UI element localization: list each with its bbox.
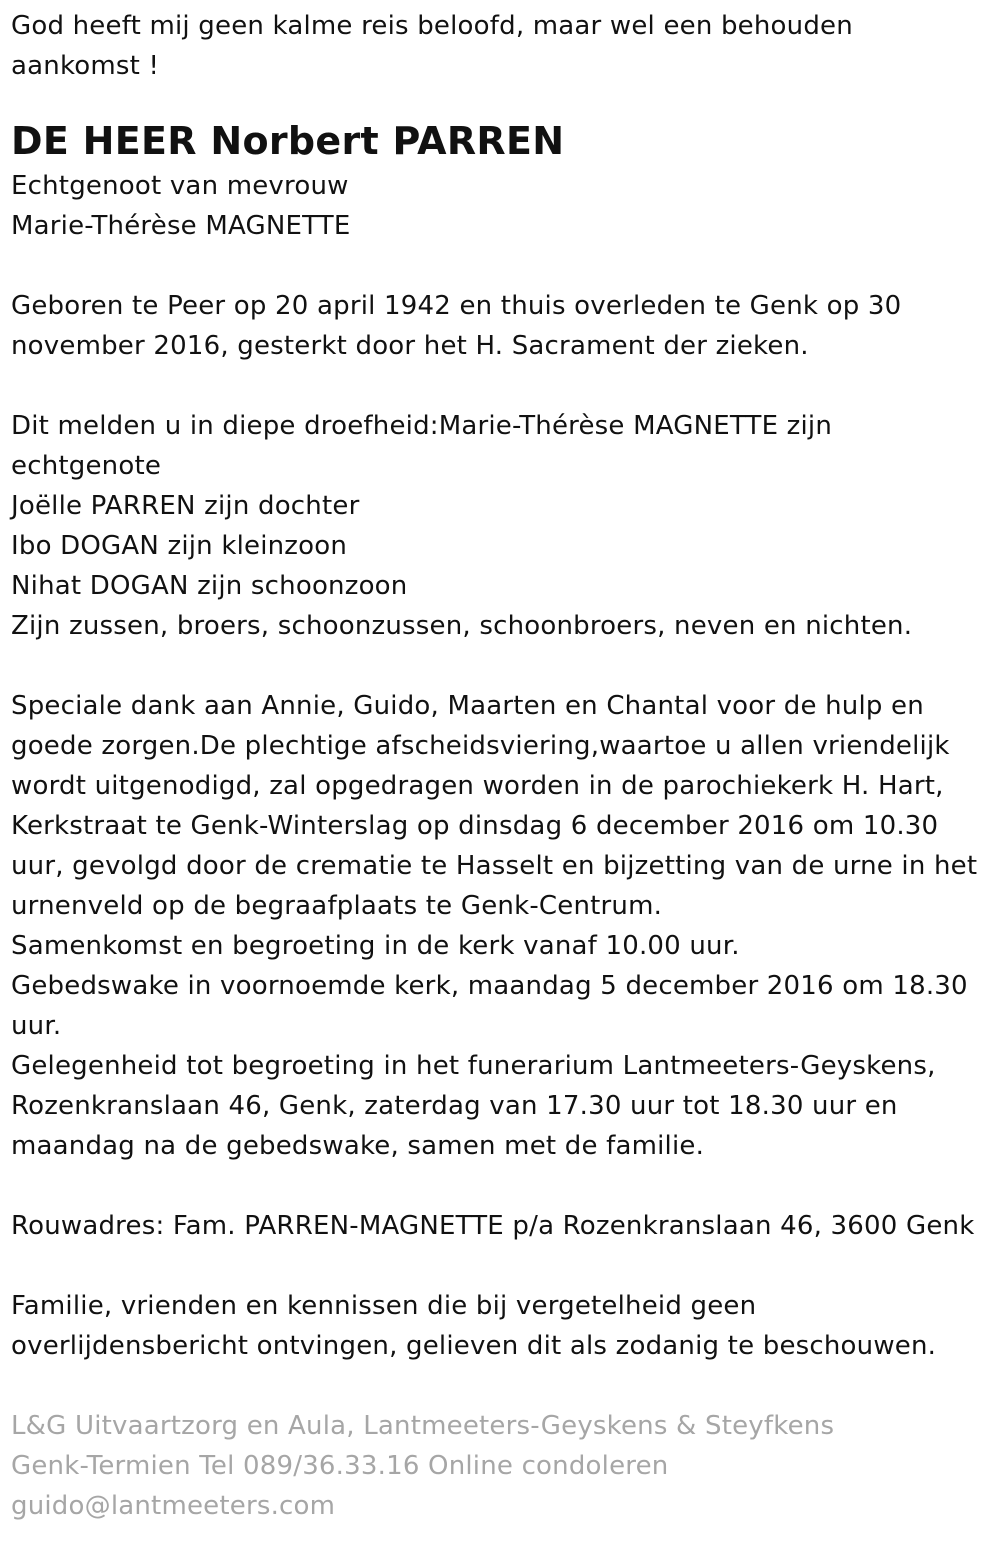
spouse-line-2: Marie-Thérèse MAGNETTE [11, 211, 351, 241]
family-member: Nihat DOGAN zijn schoonzoon [11, 571, 408, 601]
spacer [11, 1246, 988, 1286]
spacer [11, 1166, 988, 1206]
spouse-block [11, 166, 988, 246]
family-member: Zijn zussen, broers, schoonzussen, schoonbroers, neven en nichten. [11, 611, 913, 641]
ceremony-vigil: Gebedswake in voornoemde kerk, maandag 5 december 2016 om 18.30 uur. [11, 971, 968, 1041]
spacer [11, 246, 988, 286]
ceremony-visitation: Gelegenheid tot begroeting in het funerarium Lantmeeters-Geyskens, Rozenkranslaan 46, Genk, zaterdag van 17.30 uur tot 18.30 uur en maandag na de gebedswake, samen met de familie. [11, 1051, 936, 1161]
family-intro: Dit melden u in diepe droefheid:Marie-Thérèse MAGNETTE zijn echtgenote [11, 411, 833, 481]
family-member: Ibo DOGAN zijn kleinzoon [11, 531, 348, 561]
footer-email: guido@lantmeeters.com [11, 1491, 336, 1521]
mourning-address: Rouwadres: Fam. PARREN-MAGNETTE p/a Rozenkranslaan 46, 3600 Genk [11, 1211, 975, 1241]
motto: God heeft mij geen kalme reis beloofd, maar wel een behouden aankomst ! [11, 11, 853, 81]
footer-line-2: Genk-Termien Tel 089/36.33.16 Online condoleren [11, 1451, 669, 1481]
ceremony-block [11, 686, 988, 1166]
spouse-line-1: Echtgenoot van mevrouw [11, 171, 349, 201]
ceremony-main: Speciale dank aan Annie, Guido, Maarten en Chantal voor de hulp en goede zorgen.De plechtige afscheidsviering,waartoe u allen vriendelijk wordt uitgenodigd, zal opgedragen worden in de parochiekerk H. Hart, Kerkstraat te Genk-Winterslag op dinsdag 6 december 2016 om 10.30 uur, gevolgd door de crematie te Hasselt en bijzetting van de urne in het urnenveld op de begraafplaats te Genk-Centrum. [11, 691, 978, 921]
family-block [11, 406, 988, 646]
notice-text: Familie, vrienden en kennissen die bij vergetelheid geen overlijdensbericht ontvingen, gelieven dit als zodanig te beschouwen. [11, 1291, 937, 1361]
spacer [11, 646, 988, 686]
ceremony-gathering: Samenkomst en begroeting in de kerk vanaf 10.00 uur. [11, 931, 740, 961]
birth-death-text: Geboren te Peer op 20 april 1942 en thuis overleden te Genk op 30 november 2016, gesterkt door het H. Sacrament der zieken. [11, 291, 902, 361]
funeral-home-footer [11, 1406, 988, 1526]
footer-line-1: L&G Uitvaartzorg en Aula, Lantmeeters-Geyskens & Steyfkens [11, 1411, 835, 1441]
spacer [11, 86, 988, 116]
spacer [11, 1366, 988, 1406]
deceased-name: DE HEER Norbert PARREN [11, 119, 565, 163]
spacer [11, 366, 988, 406]
family-member: Joëlle PARREN zijn dochter [11, 491, 360, 521]
